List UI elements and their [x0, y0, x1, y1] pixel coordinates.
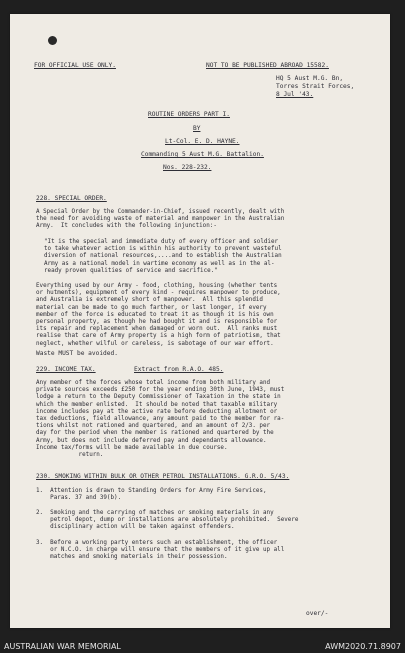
archive-footer: [0, 640, 405, 653]
order-numbers: Nos. 228-232.: [163, 164, 212, 171]
section-229-extract: Extract from R.A.O. 485.: [134, 366, 224, 373]
unit-line-1: HQ 5 Aust M.G. Bn,: [276, 75, 344, 82]
punch-hole-mark: [48, 36, 57, 45]
header-left: FOR OFFICIAL USE ONLY.: [34, 62, 116, 69]
section-228-quote: "It is the special and immediate duty of every officer and soldier to take whatever action is within his authority to prevent wasteful diversion of national resources,....and to establish the Australian Army as a national model in wartime economy as well as in the al- ready proven qualities of service and sacrifice.": [44, 239, 282, 274]
section-228-closing: Waste MUST be avoided.: [36, 350, 118, 357]
footer-source: AUSTRALIAN WAR MEMORIAL: [4, 642, 121, 651]
section-229-body: Any member of the forces whose total income from both military and private sources exceeds £250 for the year ending 30th June, 1943, must lodge a return to the Deputy Commissioner of Taxation in the state in which the member enlisted. It should be noted that taxable military income includes pay at the active rate before deducting allotment or tax deductions, field allowance, any amount paid to the member for ra- tions whilst not rationed and quartered, and an amount of 2/3. per day for the period when the member is rationed and quartered by the Army, but does not include deferred pay and dependants allowance. Income tax/forms will be made available in due course. return.: [36, 380, 285, 459]
section-230-item-1: 1. Attention is drawn to Standing Orders for Army Fire Services, Paras. 37 and 39(b).: [36, 488, 267, 502]
section-230-item-3: 3. Before a working party enters such an establishment, the officer or N.C.O. in charge will ensure that the members of it give up all matches and smoking materials in their possession.: [36, 540, 285, 561]
by-line: BY: [193, 125, 201, 132]
document-title: ROUTINE ORDERS PART I.: [148, 111, 230, 118]
section-228-heading: 228. SPECIAL ORDER.: [36, 195, 107, 202]
unit-line-2: Torres Strait Forces,: [276, 83, 355, 90]
section-230-heading: 230. SMOKING WITHIN BULK OR OTHER PETROL INSTALLATIONS. G.R.O. 5/43.: [36, 473, 290, 480]
section-228-body: A Special Order by the Commander-in-Chief, issued recently, dealt with the need for avoiding waste of material and manpower in the Australian Army. It concludes with the following injunction:-: [36, 209, 285, 230]
header-right: NOT TO BE PUBLISHED ABROAD 15582.: [206, 62, 329, 69]
section-230-item-2: 2. Smoking and the carrying of matches or smoking materials in any petrol depot, dump or installations are absolutely prohibited. Severe disciplinary action will be taken against offenders.: [36, 510, 299, 531]
footer-accession-number: AWM2020.71.8907: [325, 642, 401, 651]
commanding-line: Commanding 5 Aust M.G. Battalion.: [141, 151, 264, 158]
over-marker: over/-: [306, 610, 329, 617]
commander-name: Lt-Col. E. D. HAYNE.: [165, 138, 240, 145]
section-228-body-2: Everything used by our Army - food, clothing, housing (whether tents or hutments), equipment of every kind - requires manpower to produce, and Australia is extremely short of manpower. All this splendid material can be made to go much farther, or last longer, if every member of the force is educated to treat it as though it is his own personal property, as though he had bought it and is responsible for its repair and replacement when damaged or worn out. All ranks must realise that care of Army property is a high form of patriotism, that neglect, whether wilful or careless, is sabotage of our war effort.: [36, 283, 281, 347]
document-date: 8 Jul '43.: [276, 91, 314, 98]
section-229-heading: 229. INCOME TAX.: [36, 366, 96, 373]
document-page: [10, 14, 390, 628]
